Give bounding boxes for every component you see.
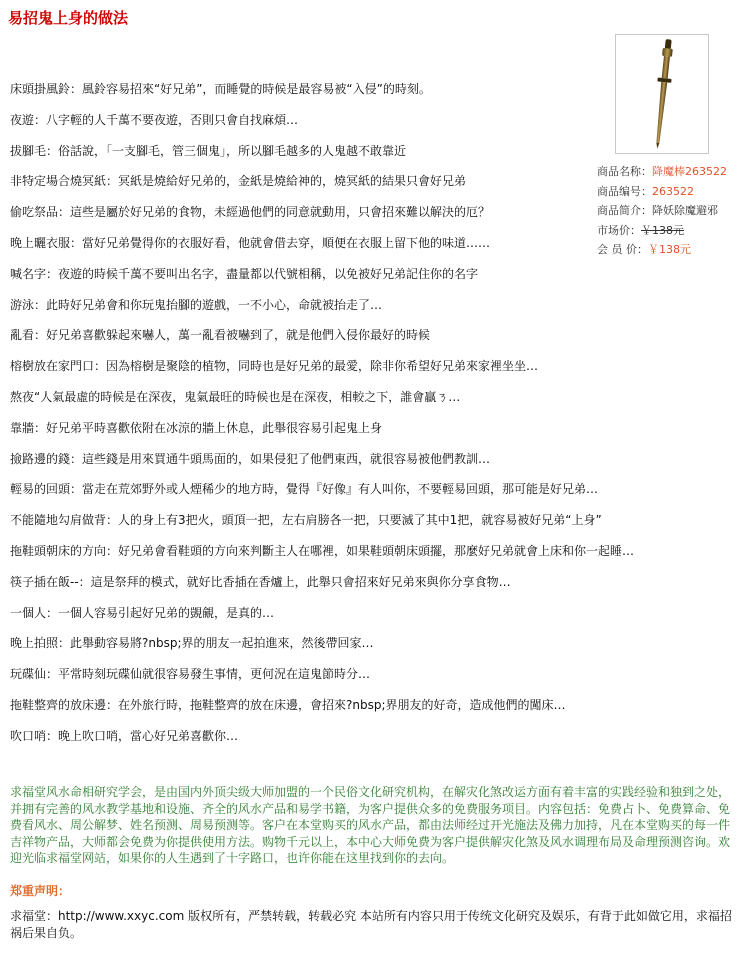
disclaimer-title: 郑重声明： [10,884,71,898]
paragraph: 輕易的回頭：當走在荒郊野外或人煙稀少的地方時，覺得『好像』有人叫你，不要輕易回頭，那可能是好兄弟… [10,482,599,497]
product-image[interactable] [615,34,709,154]
product-name-label: 商品名称： [597,165,652,178]
paragraph: 晚上拍照：此舉動容易將?nbsp;界的朋友一起拍進來，然後帶回家… [10,636,374,651]
paragraph: 拖鞋頭朝床的方向：好兄弟會看鞋頭的方向來判斷主人在哪裡，如果鞋頭朝床頭擺，那麼好兄弟就會上床和你一起睡… [10,543,635,558]
market-price-value: ￥138元 [641,223,684,237]
paragraph: 床頭掛風鈴：風鈴容易招來“好兄弟”，而睡覺的時候是最容易被“入侵”的時刻。 [10,82,431,96]
product-intro-label: 商品简介： [597,204,652,217]
paragraph: 夜遊：八字輕的人千萬不要夜遊，否則只會自找麻煩… [10,112,299,127]
paragraph: 偷吃祭品：這些是屬於好兄弟的食物，未經過他們的同意就動用，只會招來難以解決的厄？ [10,205,491,220]
paragraph: 拔腳毛：俗話說，「一支腳毛，管三個鬼」，所以腳毛越多的人鬼越不敢靠近 [10,143,407,158]
paragraph: 榕樹放在家門口：因為榕樹是聚陰的植物，同時也是好兄弟的最愛，除非你希望好兄弟來家裡坐坐… [10,359,539,374]
market-price-row [597,221,742,241]
paragraph: 拖鞋整齊的放床邊：在外旅行時，拖鞋整齊的放在床邊，會招來?nbsp;界朋友的好奇，造成他們的闖床… [10,697,566,712]
paragraph: 撿路邊的錢：這些錢是用來買通牛頭馬面的，如果侵犯了他們東西，就很容易被他們教訓… [10,451,491,466]
paragraph: 靠牆：好兄弟平時喜歡依附在冰涼的牆上休息，此舉很容易引起鬼上身 [10,420,383,435]
product-code-value: 263522 [652,184,694,198]
paragraph: 喊名字：夜遊的時候千萬不要叫出名字，盡量都以代號相稱，以免被好兄弟記住你的名字 [10,266,479,281]
product-name-row [597,162,742,182]
member-price-row [597,240,742,260]
paragraph: 熬夜“人氣最虛的時候是在深夜，鬼氣最旺的時候也是在深夜，相較之下，誰會贏ㄋ… [10,389,461,404]
paragraph: 游泳：此時好兄弟會和你玩鬼抬腳的遊戲，一不小心，命就被抬走了… [10,297,383,312]
product-intro-value: 降妖除魔避邪 [652,204,718,217]
sword-icon [616,35,708,153]
paragraph: 亂看：好兄弟喜歡躲起來嚇人，萬一亂看被嚇到了，就是他們入侵你最好的時候 [10,328,431,343]
paragraph: 吹口哨：晚上吹口哨，當心好兄弟喜歡你… [10,728,239,743]
disclaimer-text: 求福堂：http://www.xxyc.com 版权所有，严禁转载，转载必究 本站所有内容只用于传统文化研究及娱乐，有背于此如做它用，求福招祸后果自负。 [10,909,732,940]
paragraph: 筷子插在飯--：這是祭拜的模式，就好比香插在香爐上，此舉只會招來好兄弟來與你分享食物… [10,574,511,589]
product-code-label: 商品编号： [597,184,652,198]
market-price-label: 市场价： [597,223,641,237]
member-price-label: 会 员 价： [597,243,648,256]
about-text: 求福堂风水命相研究学会，是由国内外顶尖级大师加盟的一个民俗文化研究机构，在解灾化煞改运方面有着丰富的实践经验和独到之处，并拥有完善的风水教学基地和设施、齐全的风水产品和易学书籍，为客户提供众多的免费服务项目。内容包括：免费占卜、免费算命、免费看风水、周公解梦、姓名预测、周易预测等。客户在本堂购买的风水产品，都由法师经过开光施法及佛力加持，凡在本堂购买的每一件吉祥物产品，大师都会免费为你提供使用方法。购物千元以上，本中心大师免费为客户提供解灾化煞及风水调理布局及命理预测咨询。欢迎光临求福堂网站，如果你的人生遇到了十字路口，也许你能在这里找到你的去向。 [10,785,731,865]
page-title: 易招鬼上身的做法 [8,9,129,27]
paragraph: 非特定場合燒冥紙：冥紙是燒給好兄弟的，金紙是燒給神的，燒冥紙的結果只會好兄弟 [10,174,467,189]
member-price-value: ￥138元 [648,243,691,256]
paragraph: 玩碟仙：平常時刻玩碟仙就很容易發生事情，更何況在這鬼節時分… [10,667,371,682]
product-code-row [597,182,742,202]
product-info [597,162,742,260]
product-intro-row [597,201,742,221]
paragraph: 不能隨地勾肩做背：人的身上有3把火，頭頂一把，左右肩膀各一把，只要滅了其中1把，就容易被好兄弟“上身” [10,513,602,528]
product-name-link[interactable]: 降魔棒263522 [652,165,727,178]
paragraph: 一個人：一個人容易引起好兄弟的覬覦，是真的… [10,605,275,620]
paragraph: 晚上曬衣服：當好兄弟覺得你的衣服好看，他就會借去穿，順便在衣服上留下他的味道…… [10,235,491,250]
